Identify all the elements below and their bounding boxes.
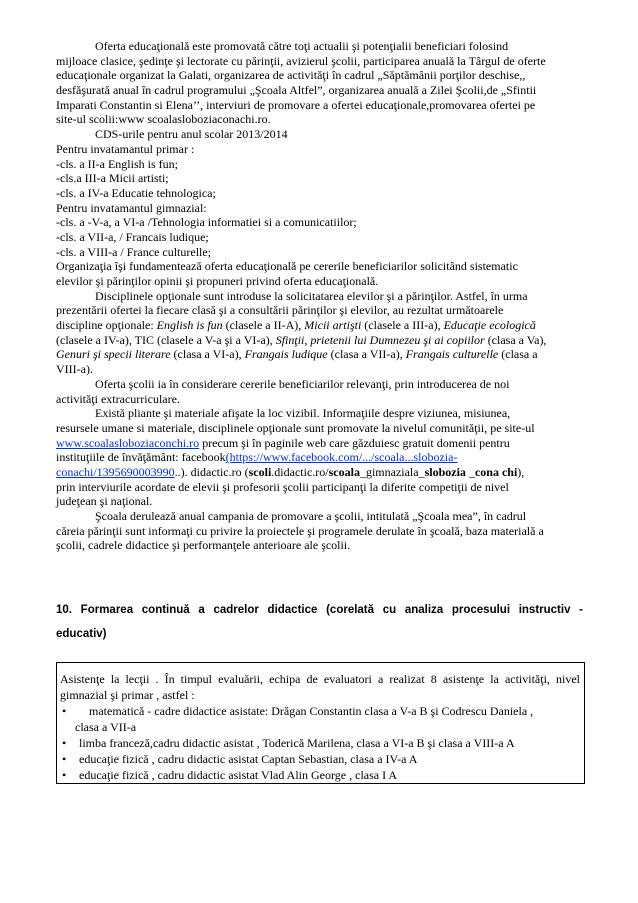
bullet-icon: • <box>62 736 67 750</box>
italic-text: Sfinţii, prietenii lui Dumnezeu şi ai copiilor <box>275 332 485 347</box>
text-line: Şcoala derulează anual campania de promovare a şcolii, intitulată „Şcoala mea”, în cadrul <box>95 509 527 523</box>
italic-text: English is fun <box>156 318 223 333</box>
text-line: Pentru invatamantul primar : <box>56 141 195 156</box>
text-segment: (clasa a Va), <box>484 332 547 347</box>
text-line: căreia părinţii sunt informaţi cu privire la proiectele şi programele derulate în şcoală, baza materială a <box>56 523 544 538</box>
text-segment: _gimnaziala_ <box>359 464 425 479</box>
paragraph-cds-title <box>56 127 616 142</box>
italic-text: Educaţie ecologică <box>443 318 536 333</box>
text-line: prin interviurile acordate de elevii şi profesorii şcolii participanţi la diferite competiţii de nivel <box>56 479 509 494</box>
link[interactable]: conachi/1395690003990 <box>56 464 175 479</box>
text-line <box>56 347 616 362</box>
bullet-icon: • <box>62 768 67 782</box>
list-item <box>60 735 580 751</box>
text-line: Organizaţia îşi fundamentează oferta educaţională pe cererile beneficiarilor solicitând sistematic <box>56 259 518 274</box>
text-line: site-ul scolii:www scoalasloboziaconachi.ro. <box>56 112 271 127</box>
list-item-text: limba franceză,cadru didactic asistat , Toderică Marilena, clasa a VI-a B şi clasa a VIII-a A <box>79 736 515 750</box>
document-body <box>56 39 616 553</box>
text-line: VIII-a). <box>56 362 93 377</box>
text-line: -cls. a VII-a, / Francais ludique; <box>56 229 209 244</box>
text-segment: (clasele a III-a), <box>361 318 444 333</box>
text-line: Oferta educaţională este promovată către toţi actualii şi potenţialii beneficiari folosind <box>95 39 509 53</box>
text-segment: (clasa a VII-a), <box>327 347 406 362</box>
text-line: elevilor şi părinţilor opinii şi propuneri privind oferta educaţională. <box>56 274 379 288</box>
bold-text: slobozia <box>424 464 466 479</box>
bold-text: scoala <box>328 464 360 479</box>
link[interactable]: (https://www.facebook.com/.../scoala...slobozia- <box>225 450 458 465</box>
italic-text: Frangais culturelle <box>405 347 499 362</box>
paragraph-extracurricular <box>56 377 616 406</box>
text-segment: _ <box>465 464 475 479</box>
section-heading <box>56 598 583 646</box>
italic-text: Genuri şi specii literare <box>56 347 171 362</box>
text-segment: (clasa a <box>498 347 538 362</box>
text-line: prezentării ofertei la fiecare clasă şi a consultării părinţilor şi elevilor, au rezultat următoarele <box>56 303 504 318</box>
link[interactable]: www.scoalasloboziaconchi.ro <box>56 435 200 450</box>
text-line <box>56 318 616 333</box>
text-line: Oferta şcolii ia în considerare cererile beneficiarilor relevanţi, prin introducerea de noi <box>95 376 510 391</box>
text-segment: (clasele a IV-a), TIC (clasele a V-a şi a VI-a), <box>56 332 276 347</box>
text-line: resursele umane si materiale, disciplinele opţionale sunt promovate la nivelul comunităţii, pe site-ul <box>56 420 535 435</box>
list-item <box>60 751 580 767</box>
text-line: activităţi extracurriculare. <box>56 391 180 406</box>
assistance-box <box>56 662 585 784</box>
list-item-continuation <box>60 719 580 735</box>
text-segment: precum şi în paginile web care găzduiesc gratuit domenii pentru <box>199 435 510 450</box>
text-line: Disciplinele opţionale sunt introduse la solicitatarea elevilor şi a părinţilor. Astfel, în urma <box>95 288 528 303</box>
section-heading-line-2: educativ) <box>56 628 107 640</box>
paragraph-school-campaign <box>56 509 616 553</box>
text-line <box>56 333 616 348</box>
paragraph-offer-promotion <box>56 39 616 127</box>
text-segment: (clasa a VI-a), <box>170 347 245 362</box>
text-line: educaţionale organizat la Galati, organizarea de activităţi în cadrul „Săptămânii porţilor deschise,, <box>56 68 526 83</box>
text-line: mijloace clasice, şedinţe şi lectorate cu părinţii, avizierul şcolii, participarea anuală la Târgul de oferte <box>56 53 546 68</box>
text-segment: .didactic.ro/ <box>271 464 329 479</box>
text-line: -cls. a IV-a Educatie tehnologica; <box>56 185 216 200</box>
text-line: judeţean şi naţional. <box>56 494 153 509</box>
italic-text: Micii artişti <box>304 318 362 333</box>
bullet-icon: • <box>62 752 67 766</box>
text-line: -cls. a VIII-a / France culturelle; <box>56 244 212 259</box>
text-line: -cls.a III-a Micii artisti; <box>56 171 169 186</box>
text-line <box>56 436 616 451</box>
section-heading-line-1: 10. Formarea continuă a cadrelor didactice (corelată cu analiza procesului instructiv - <box>56 604 583 616</box>
text-line: Pentru invatamantul gimnazial: <box>56 200 207 215</box>
text-line: şcolii, cadrele didactice şi performanţele anterioare ale şcolii. <box>56 538 351 553</box>
assistance-intro-line-1: Asistenţe la lecţii . În timpul evaluării, echipa de evaluatori a realizat 8 asistenţe la activităţi, nivel <box>60 672 580 686</box>
bold-text: scoli <box>248 464 272 479</box>
text-segment: instituţiile de învăţământ: facebook <box>56 450 226 465</box>
text-line: desfăşurată anual în cadrul programului „Şcoala Altfel”, organizarea anuală a Zilei Şcolii,de „Sfintii <box>56 83 537 98</box>
bold-text: cona chi <box>474 464 518 479</box>
text-segment: ), <box>517 464 525 479</box>
text-segment: ..). didactic.ro ( <box>174 464 249 479</box>
text-line: -cls. a -V-a, a VI-a /Tehnologia informatiei si a comunicatiilor; <box>56 215 357 230</box>
list-item-text: educaţie fizică , cadru didactic asistat Vlad Alin George , clasa I A <box>79 768 398 782</box>
italic-text: Frangais ludique <box>244 347 328 362</box>
text-line: Imparati Constantin si Elena’’, interviuri de promovare a ofertei educaţionale,promovarea ofertei pe <box>56 97 536 112</box>
paragraph-cds-list <box>56 142 616 289</box>
paragraph-optional-disciplines <box>56 289 616 377</box>
text-line: CDS-urile pentru anul scolar 2013/2014 <box>95 127 288 142</box>
assistance-intro-line-2: gimnazial şi primar , astfel : <box>60 688 195 702</box>
list-item-text: matematică - cadre didactice asistate: Drăgan Constantin clasa a V-a B şi Codrescu Daniela , <box>89 704 534 718</box>
list-item <box>60 767 580 783</box>
list-item-text: clasa a VII-a <box>75 720 137 734</box>
bullet-icon: • <box>62 704 67 718</box>
text-line: -cls. a II-a English is fun; <box>56 156 178 171</box>
text-line: Există pliante şi materiale afişate la loc vizibil. Informaţiile despre viziunea, misiunea, <box>95 406 511 421</box>
list-item-text: educaţie fizică , cadru didactic asistat Captan Sebastian, clasa a IV-a A <box>79 752 418 766</box>
paragraph-promotion-materials <box>56 406 616 509</box>
text-segment: (clasele a II-A), <box>222 318 305 333</box>
list-item <box>60 703 580 719</box>
text-segment: discipline opţionale: <box>56 318 157 333</box>
text-line <box>56 465 616 480</box>
text-line <box>56 450 616 465</box>
